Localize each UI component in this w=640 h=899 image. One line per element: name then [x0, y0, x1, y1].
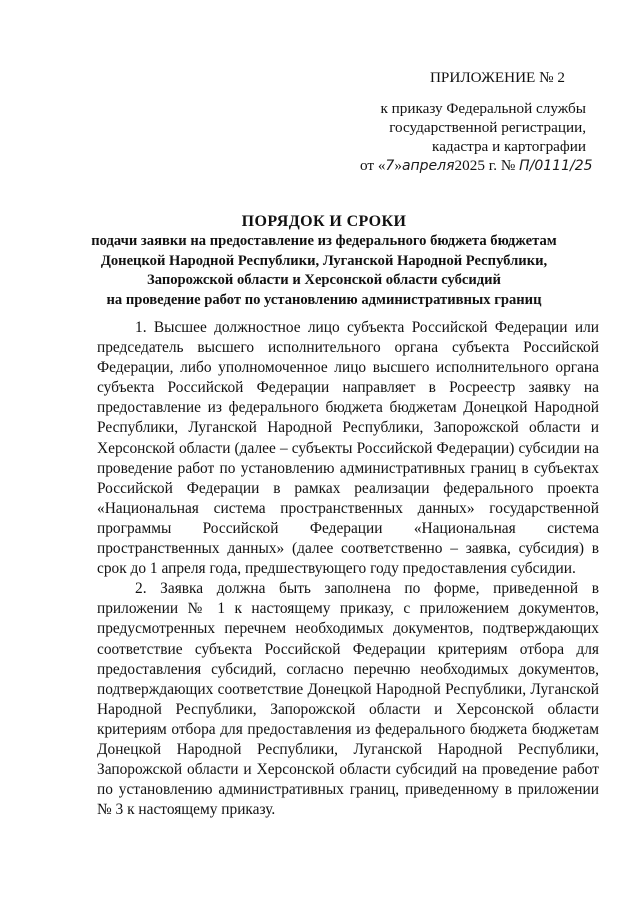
document-heading	[60, 212, 588, 310]
document-body	[97, 318, 599, 820]
order-date-line	[360, 156, 600, 176]
appendix-block	[360, 68, 600, 176]
appendix-line-1: к приказу Федеральной службы	[380, 100, 586, 117]
heading-subtitle-3: Запорожской области и Херсонской области субсидий	[147, 272, 501, 288]
date-mid: »	[394, 157, 402, 174]
heading-title: ПОРЯДОК И СРОКИ	[241, 213, 407, 230]
appendix-title: ПРИЛОЖЕНИЕ № 2	[429, 69, 565, 86]
date-day: 7	[385, 158, 395, 174]
appendix-line-3: кадастра и картографии	[432, 138, 586, 155]
heading-subtitle-4: на проведение работ по установлению административных границ	[106, 291, 542, 308]
appendix-line-2: государственной регистрации,	[389, 119, 586, 136]
order-number: П/0111/25	[519, 158, 593, 174]
heading-subtitle-1: подачи заявки на предоставление из федерального бюджета бюджетам	[91, 233, 557, 249]
date-prefix: от «	[360, 157, 386, 174]
heading-subtitle-2: Донецкой Народной Республики, Луганской Народной Республики,	[100, 252, 548, 269]
date-month: апреля	[401, 158, 455, 174]
date-year: 2025 г. №	[454, 157, 516, 174]
paragraph-2: 2. Заявка должна быть заполнена по форме, приведенной в приложении № 1 к настоящему приказу, с приложением документов, предусмотренных перечнем необходимых документов, подтверждающих соответствие субъекта Российской Федерации критериям отбора для предоставления субсидий, согласно перечню необходимых документов, подтверждающих соответствие Донецкой Народной Республики, Луганской Народной Республики, Запорожской области и Херсонской области критериям отбора для предоставления из федерального бюджета бюджетам Донецкой Народной Республики, Луганской Народной Республики, Запорожской области и Херсонской области субсидий на проведение работ по установлению административных границ, приведенному в приложении № 3 к настоящему приказу.	[97, 580, 599, 819]
paragraph-1: 1. Высшее должностное лицо субъекта Российской Федерации или председатель высшего исполнительного органа субъекта Российской Федерации, либо уполномоченное лицо высшего исполнительного органа субъекта Российской Федерации направляет в Росреестр заявку на предоставление из федерального бюджета бюджетам Донецкой Народной Республики, Луганской Народной Республики, Запорожской области и Херсонской области (далее – субъекты Российской Федерации) субсидии на проведение работ по установлению административных границ в субъектах Российской Федерации в рамках реализации федерального проекта «Национальная система пространственных данных» государственной программы Российской Федерации «Национальная система пространственных данных» (далее соответственно – заявка, субсидия) в срок до 1 апреля года, предшествующего году предоставления субсидии.	[97, 319, 599, 578]
